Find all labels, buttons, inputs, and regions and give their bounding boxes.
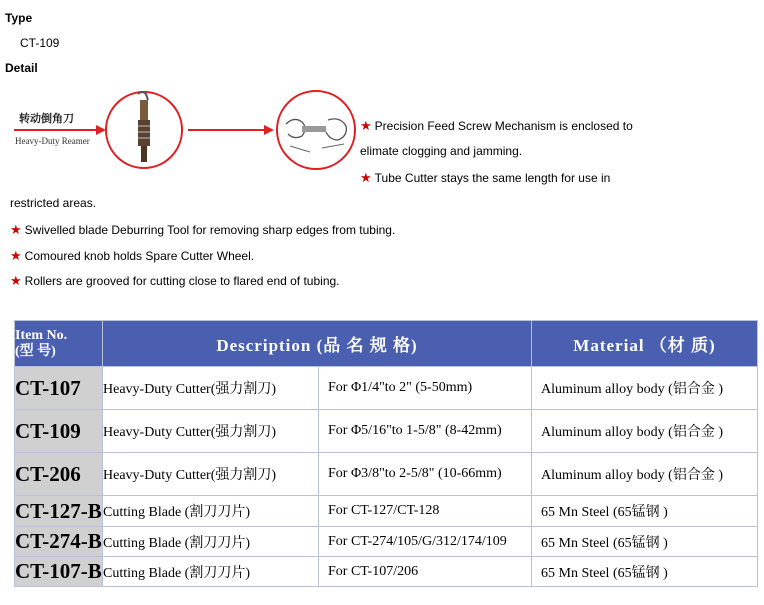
description: Heavy-Duty Cutter(强力割刀) (103, 410, 319, 453)
table-row (15, 496, 758, 527)
star-icon: ★ (10, 273, 22, 288)
item-no: CT-127-B (15, 496, 103, 527)
item-no: CT-206 (15, 453, 103, 496)
detail-heading: Detail (5, 61, 38, 75)
reamer-diagram (10, 86, 360, 184)
table-row (15, 410, 758, 453)
size: For Φ3/8"to 2-5/8" (10-66mm) (319, 453, 532, 496)
reamer-illustration (10, 86, 360, 184)
star-icon: ★ (360, 118, 372, 133)
table-row (15, 527, 758, 557)
feature-2-line-1: ★ Tube Cutter stays the same length for use in (360, 170, 611, 185)
table-row (15, 557, 758, 587)
reamer-label-en: Heavy-Duty Reamer (15, 136, 90, 146)
type-value: CT-109 (20, 36, 60, 50)
star-icon: ★ (360, 170, 372, 185)
item-no: CT-274-B (15, 527, 103, 557)
feature-3: ★ Swivelled blade Deburring Tool for removing sharp edges from tubing. (10, 222, 396, 237)
item-no: CT-107 (15, 367, 103, 410)
item-no: CT-109 (15, 410, 103, 453)
material: Aluminum alloy body (铝合金 ) (532, 410, 758, 453)
description: Cutting Blade (割刀刀片) (103, 527, 319, 557)
size: For CT-274/105/G/312/174/109 (319, 527, 532, 557)
star-icon: ★ (10, 222, 22, 237)
item-no: CT-107-B (15, 557, 103, 587)
header-item: Item No. (型 号) (15, 321, 103, 367)
star-icon: ★ (10, 248, 22, 263)
material: 65 Mn Steel (65锰钢 ) (532, 527, 758, 557)
feature-1-line-1: ★ Precision Feed Screw Mechanism is enclosed to (360, 118, 633, 133)
size: For CT-127/CT-128 (319, 496, 532, 527)
spec-table (14, 320, 758, 587)
type-heading: Type (5, 11, 33, 25)
size: For Φ5/16"to 1-5/8" (8-42mm) (319, 410, 532, 453)
material: Aluminum alloy body (铝合金 ) (532, 453, 758, 496)
material: 65 Mn Steel (65锰钢 ) (532, 557, 758, 587)
material: 65 Mn Steel (65锰钢 ) (532, 496, 758, 527)
feature-1-line-2: elimate clogging and jamming. (360, 144, 523, 158)
material: Aluminum alloy body (铝合金 ) (532, 367, 758, 410)
size: For Φ1/4"to 2" (5-50mm) (319, 367, 532, 410)
reamer-label-cn: 转动倒角刀 (19, 112, 74, 125)
description: Heavy-Duty Cutter(强力割刀) (103, 453, 319, 496)
table-row (15, 367, 758, 410)
size: For CT-107/206 (319, 557, 532, 587)
feature-5: ★ Rollers are grooved for cutting close to flared end of tubing. (10, 273, 340, 288)
description: Cutting Blade (割刀刀片) (103, 496, 319, 527)
feature-4: ★ Comoured knob holds Spare Cutter Wheel. (10, 248, 255, 263)
header-material: Material （材 质) (532, 321, 758, 367)
table-row (15, 453, 758, 496)
feature-2-line-2: restricted areas. (10, 196, 97, 210)
table-header-row (15, 321, 758, 367)
description: Cutting Blade (割刀刀片) (103, 557, 319, 587)
description: Heavy-Duty Cutter(强力割刀) (103, 367, 319, 410)
header-description: Description (品 名 规 格) (103, 321, 532, 367)
